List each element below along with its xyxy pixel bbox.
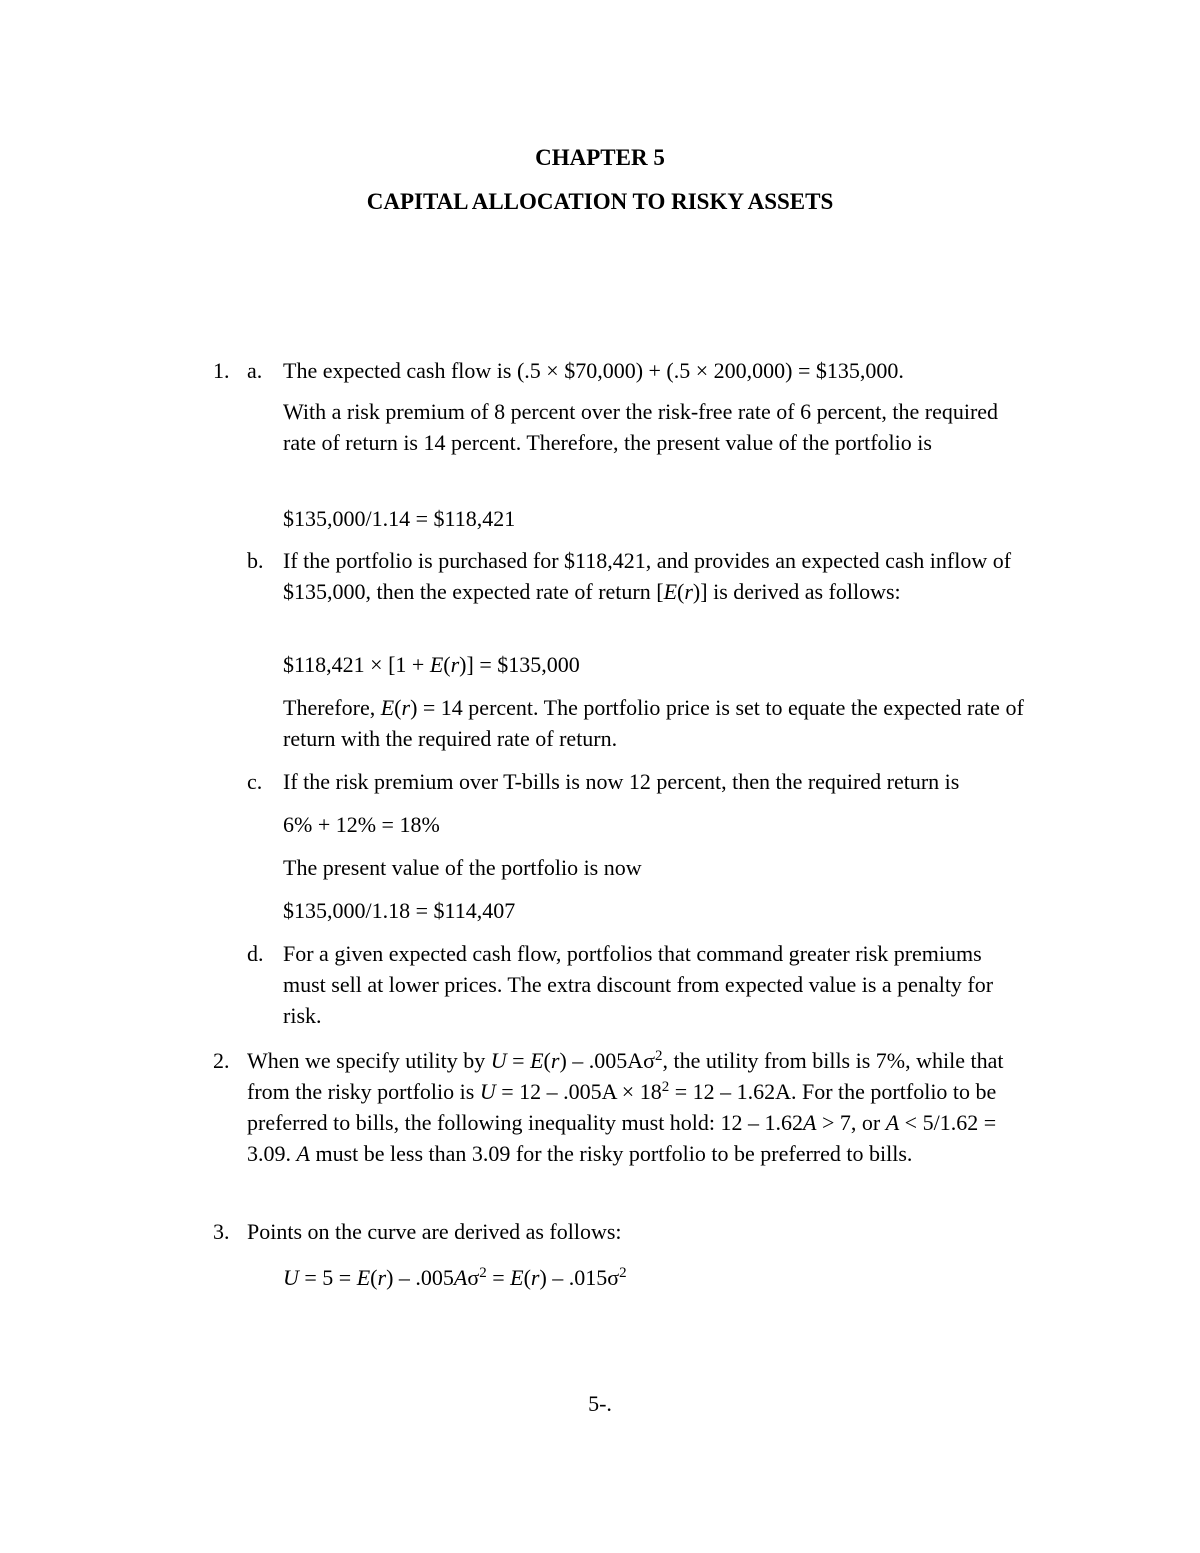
part-b-conclusion: Therefore, E(r) = 14 percent. The portfolio price is set to equate the expected rate of return with the required rate of return. [283, 695, 1024, 751]
question-number-3: 3. [213, 1219, 230, 1244]
part-a-line: The expected cash flow is (.5 × $70,000) + (.5 × 200,000) = $135,000. [283, 358, 904, 383]
part-c-equation-1: 6% + 12% = 18% [283, 812, 440, 837]
question-2-paragraph: When we specify utility by $U = E(r) - .005A\sigma^2$, the utility from bills is 7%, while that from the risky portfolio is $U = 12 - .005A \times 18^2 = 12 - 1.62A$. For the portfolio to be preferred to bills, the following inequality must hold: 12 – 1.62A > 7, or A < 5/1.62 = 3.09. A must be less than 3.09 for the risky portfolio to be preferred to bills. [247, 1048, 1004, 1166]
part-b-paragraph: If the portfolio is purchased for $118,421, and provides an expected cash inflow of $135,000, then the expected rate of return [E(r)] is derived as follows: [283, 548, 1012, 604]
part-label-c: c. [247, 769, 263, 794]
chapter-subtitle: CAPITAL ALLOCATION TO RISKY ASSETS [366, 189, 834, 214]
part-label-b: b. [247, 548, 264, 573]
question-number-2: 2. [213, 1048, 230, 1073]
part-label-a: a. [247, 358, 263, 383]
part-b-equation: $118,421 × [1 + E(r)] = $135,000 [283, 652, 580, 677]
part-c-paragraph-2: The present value of the portfolio is now [283, 855, 642, 880]
part-a-equation: $135,000/1.14 = $118,421 [283, 506, 516, 531]
part-label-d: d. [247, 941, 264, 966]
question-number-1: 1. [213, 358, 230, 383]
question-3-equation: $U = 5 = E(r) - .005A\sigma^2 = E(r) - .015\sigma^2$ [283, 1265, 627, 1290]
part-d-paragraph: For a given expected cash flow, portfolios that command greater risk premiums must sell at lower prices. The extra discount from expected value is a penalty for risk. [283, 941, 994, 1028]
part-c-paragraph: If the risk premium over T-bills is now 12 percent, then the required return is [283, 769, 960, 794]
chapter-heading: CHAPTER 5 [535, 145, 665, 170]
part-c-equation-2: $135,000/1.18 = $114,407 [283, 898, 516, 923]
part-a-paragraph: With a risk premium of 8 percent over the risk-free rate of 6 percent, the required rate of return is 14 percent. Therefore, the present value of the portfolio is [283, 399, 999, 455]
question-3-paragraph: Points on the curve are derived as follows: [247, 1219, 622, 1244]
page-number: 5-. [588, 1391, 612, 1416]
